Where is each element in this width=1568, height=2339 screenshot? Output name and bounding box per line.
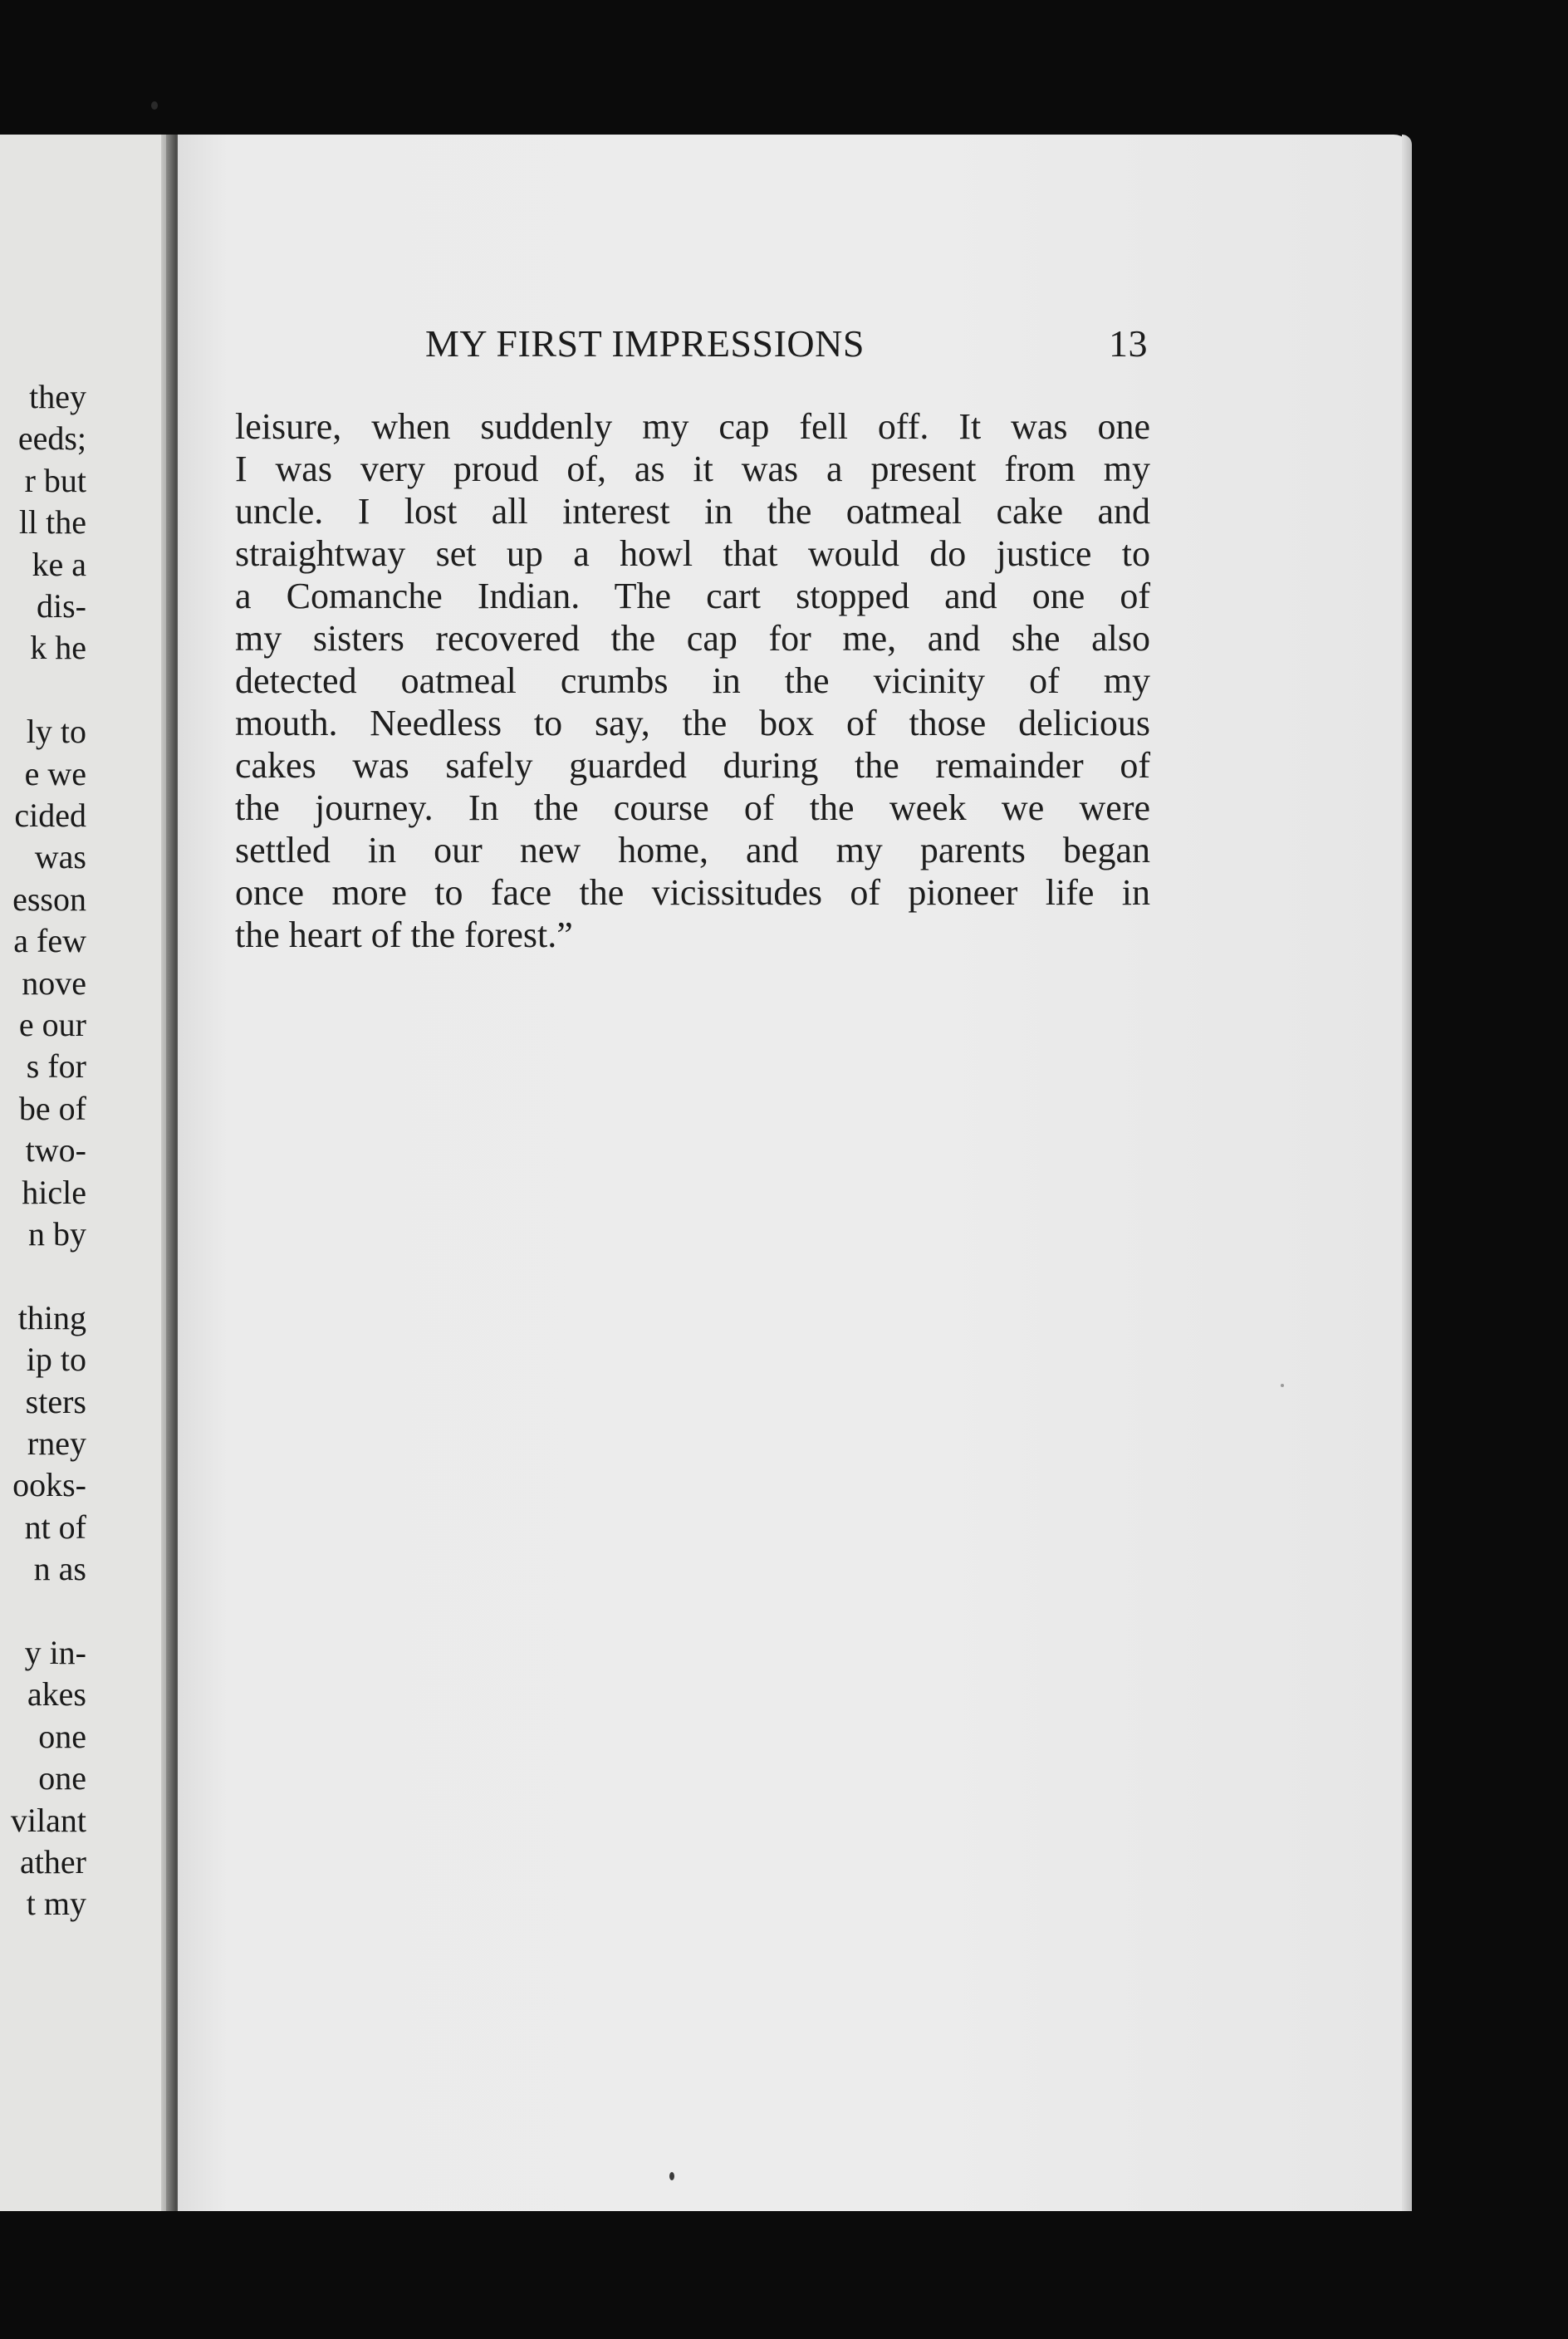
- facing-page-line: they: [29, 378, 86, 415]
- facing-page-line: s for: [26, 1047, 86, 1086]
- dust-speck: [669, 2172, 674, 2180]
- body-paragraph: [235, 405, 1150, 956]
- facing-page-line: thing: [17, 1298, 86, 1336]
- text-line: detected oatmeal crumbs in the vicinity of my: [235, 660, 1150, 701]
- facing-page-line: r but: [24, 461, 86, 499]
- facing-page-line: t my: [26, 1885, 86, 1923]
- dust-speck: [1281, 1384, 1284, 1387]
- text-line: the journey. In the course of the week we were: [235, 787, 1150, 828]
- dust-speck: [151, 101, 158, 110]
- facing-page-line: n by: [28, 1215, 86, 1253]
- facing-page-line: eeds;: [17, 419, 86, 458]
- facing-page-line: was: [34, 838, 86, 876]
- facing-page-line: ly to: [26, 713, 86, 751]
- facing-page-line: ll the: [18, 503, 86, 542]
- text-line: the heart of the forest.”: [235, 915, 573, 955]
- text-line: once more to face the vicissitudes of pioneer life in: [235, 872, 1150, 913]
- text-line: I was very proud of, as it was a present from my: [235, 449, 1150, 489]
- running-head: [249, 321, 1148, 363]
- facing-page-line: vilant: [10, 1801, 86, 1839]
- facing-page-line: cided: [14, 797, 86, 834]
- text-line: mouth. Needless to say, the box of those delicious: [235, 703, 1150, 743]
- page-edge: [1402, 135, 1412, 2211]
- text-line: a Comanche Indian. The cart stopped and one of: [235, 576, 1150, 616]
- facing-page-line: ooks-: [12, 1466, 86, 1504]
- text-line: leisure, when suddenly my cap fell off. It was one: [235, 406, 1150, 447]
- facing-page-line: dis-: [37, 587, 86, 625]
- facing-page-line: e our: [18, 1006, 86, 1043]
- facing-page-line: one: [38, 1759, 86, 1797]
- facing-page-line: y in-: [24, 1634, 86, 1671]
- facing-page-line: e we: [24, 754, 86, 792]
- text-line: straightway set up a howl that would do justice to: [235, 533, 1150, 574]
- facing-page-line: one: [38, 1717, 86, 1755]
- text-line: cakes was safely guarded during the remainder of: [235, 745, 1150, 786]
- text-line: my sisters recovered the cap for me, and she also: [235, 618, 1150, 659]
- facing-page-line: two-: [25, 1131, 86, 1170]
- running-title: MY FIRST IMPRESSIONS: [425, 322, 865, 365]
- facing-page-line: ke a: [32, 545, 86, 583]
- facing-page-line: sters: [25, 1382, 86, 1420]
- facing-page-line: hicle: [22, 1173, 86, 1211]
- facing-page-line: n as: [33, 1550, 86, 1588]
- text-line: settled in our new home, and my parents began: [235, 830, 1150, 870]
- facing-page-line: ip to: [26, 1341, 86, 1379]
- facing-page-line: k he: [30, 629, 86, 667]
- facing-page-line: nove: [22, 964, 86, 1002]
- facing-page-line: esson: [12, 880, 86, 918]
- facing-page-line: be of: [18, 1089, 86, 1127]
- facing-page-line: rney: [27, 1424, 86, 1462]
- facing-page-line: nt of: [24, 1508, 86, 1546]
- facing-page: [0, 135, 176, 2211]
- page-number: 13: [1109, 322, 1148, 365]
- facing-page-line: a few: [13, 922, 86, 960]
- text-line: uncle. I lost all interest in the oatmeal cake and: [235, 491, 1150, 532]
- facing-page-line: ather: [20, 1843, 86, 1881]
- facing-page-line: akes: [27, 1675, 86, 1714]
